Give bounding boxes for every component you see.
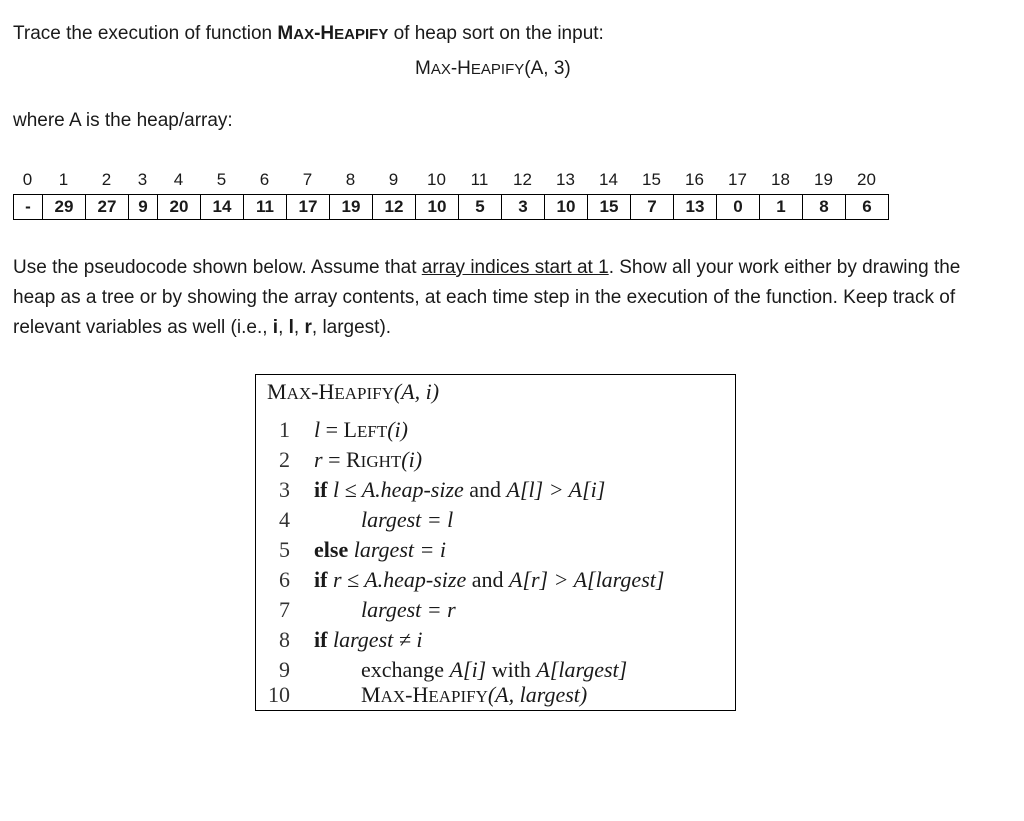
array-cell: 5 [459, 195, 502, 219]
array-index: 6 [259, 170, 270, 189]
array-index: 13 [556, 170, 575, 189]
indices-note: array indices start at 1 [421, 257, 609, 278]
array-cell: 0 [717, 195, 760, 219]
array-cells [13, 194, 889, 220]
line-number: 8 [279, 627, 290, 652]
array-index: 14 [599, 170, 618, 189]
array-index: 20 [857, 170, 876, 189]
array-cell: 17 [287, 195, 330, 219]
array-index: 8 [345, 170, 356, 189]
array-cell: 29 [43, 195, 86, 219]
line-number: 7 [279, 597, 290, 622]
line-number: 4 [279, 507, 290, 532]
pseudocode-line-6: 6 if r ≤ A.heap-size and A[r] > A[largest] [256, 565, 735, 595]
line-number: 6 [279, 567, 290, 592]
line-number: 9 [279, 657, 290, 682]
instructions-paragraph: Use the pseudocode shown below. Assume that array indices start at 1. Show all your work either by drawing the heap as a tree or by showing the array contents, at each time step in the execution of the function. Keep track of relevant variables as well (i.e., i, l, r, largest). [13, 257, 961, 338]
array-cell: 10 [545, 195, 588, 219]
array-index: 10 [427, 170, 446, 189]
array-cell: 13 [674, 195, 717, 219]
array-index: 5 [216, 170, 227, 189]
pseudocode-line-10: 10 MAX-HEAPIFY(A, largest) [256, 680, 735, 710]
array-cell: 12 [373, 195, 416, 219]
array-index: 4 [173, 170, 184, 189]
line-number: 3 [279, 477, 290, 502]
array-cell: 19 [330, 195, 373, 219]
pseudocode-line-1: 1 l = LEFT(i) [256, 415, 735, 445]
array-cell: 11 [244, 195, 287, 219]
pseudocode-line-5: 5 else largest = i [256, 535, 735, 565]
array-index: 17 [728, 170, 747, 189]
array-cell: 14 [201, 195, 244, 219]
array-cell: 7 [631, 195, 674, 219]
array-cell: 8 [803, 195, 846, 219]
function-call: MAX-HEAPIFY(A, 3) [415, 58, 571, 79]
array-cell: 1 [760, 195, 803, 219]
array-index: 18 [771, 170, 790, 189]
array-cell: 20 [158, 195, 201, 219]
array-indices [13, 170, 888, 190]
array-cell: 3 [502, 195, 545, 219]
array-index: 16 [685, 170, 704, 189]
array-index: 1 [58, 170, 69, 189]
array-cell: - [14, 195, 43, 219]
line-number: 5 [279, 537, 290, 562]
array-index: 15 [642, 170, 661, 189]
array-index: 3 [137, 170, 148, 189]
array-index: 11 [470, 170, 489, 189]
pseudocode-line-3: 3 if l ≤ A.heap-size and A[l] > A[i] [256, 475, 735, 505]
array-cell: 9 [129, 195, 158, 219]
array-index: 2 [101, 170, 112, 189]
line-number: 1 [279, 417, 290, 442]
array-index: 9 [388, 170, 399, 189]
where-text: where A is the heap/array: [13, 110, 233, 131]
function-name: MAX-HEAPIFY [277, 23, 389, 44]
array-cell: 10 [416, 195, 459, 219]
array-index: 7 [302, 170, 313, 189]
pseudocode-line-7: 7 largest = r [256, 595, 735, 625]
pseudocode-line-8: 8 if largest ≠ i [256, 625, 735, 655]
question-intro [13, 22, 604, 47]
pseudocode-line-4: 4 largest = l [256, 505, 735, 535]
array-index: 12 [513, 170, 532, 189]
array-cell: 6 [846, 195, 889, 219]
array-index: 0 [22, 170, 33, 189]
pseudocode-line-2: 2 r = RIGHT(i) [256, 445, 735, 475]
array-cell: 27 [86, 195, 129, 219]
intro-text-end: of heap sort on the input: [388, 23, 604, 44]
array-cell: 15 [588, 195, 631, 219]
pseudocode-title: MAX-HEAPIFY(A, i) [267, 379, 440, 404]
pseudocode-line-9: 9 exchange A[i] with A[largest] [256, 655, 735, 685]
pseudocode-box [255, 374, 736, 711]
line-number: 2 [279, 447, 290, 472]
array-index: 19 [814, 170, 833, 189]
intro-text: Trace the execution of function [13, 23, 278, 44]
line-number: 10 [268, 682, 290, 707]
